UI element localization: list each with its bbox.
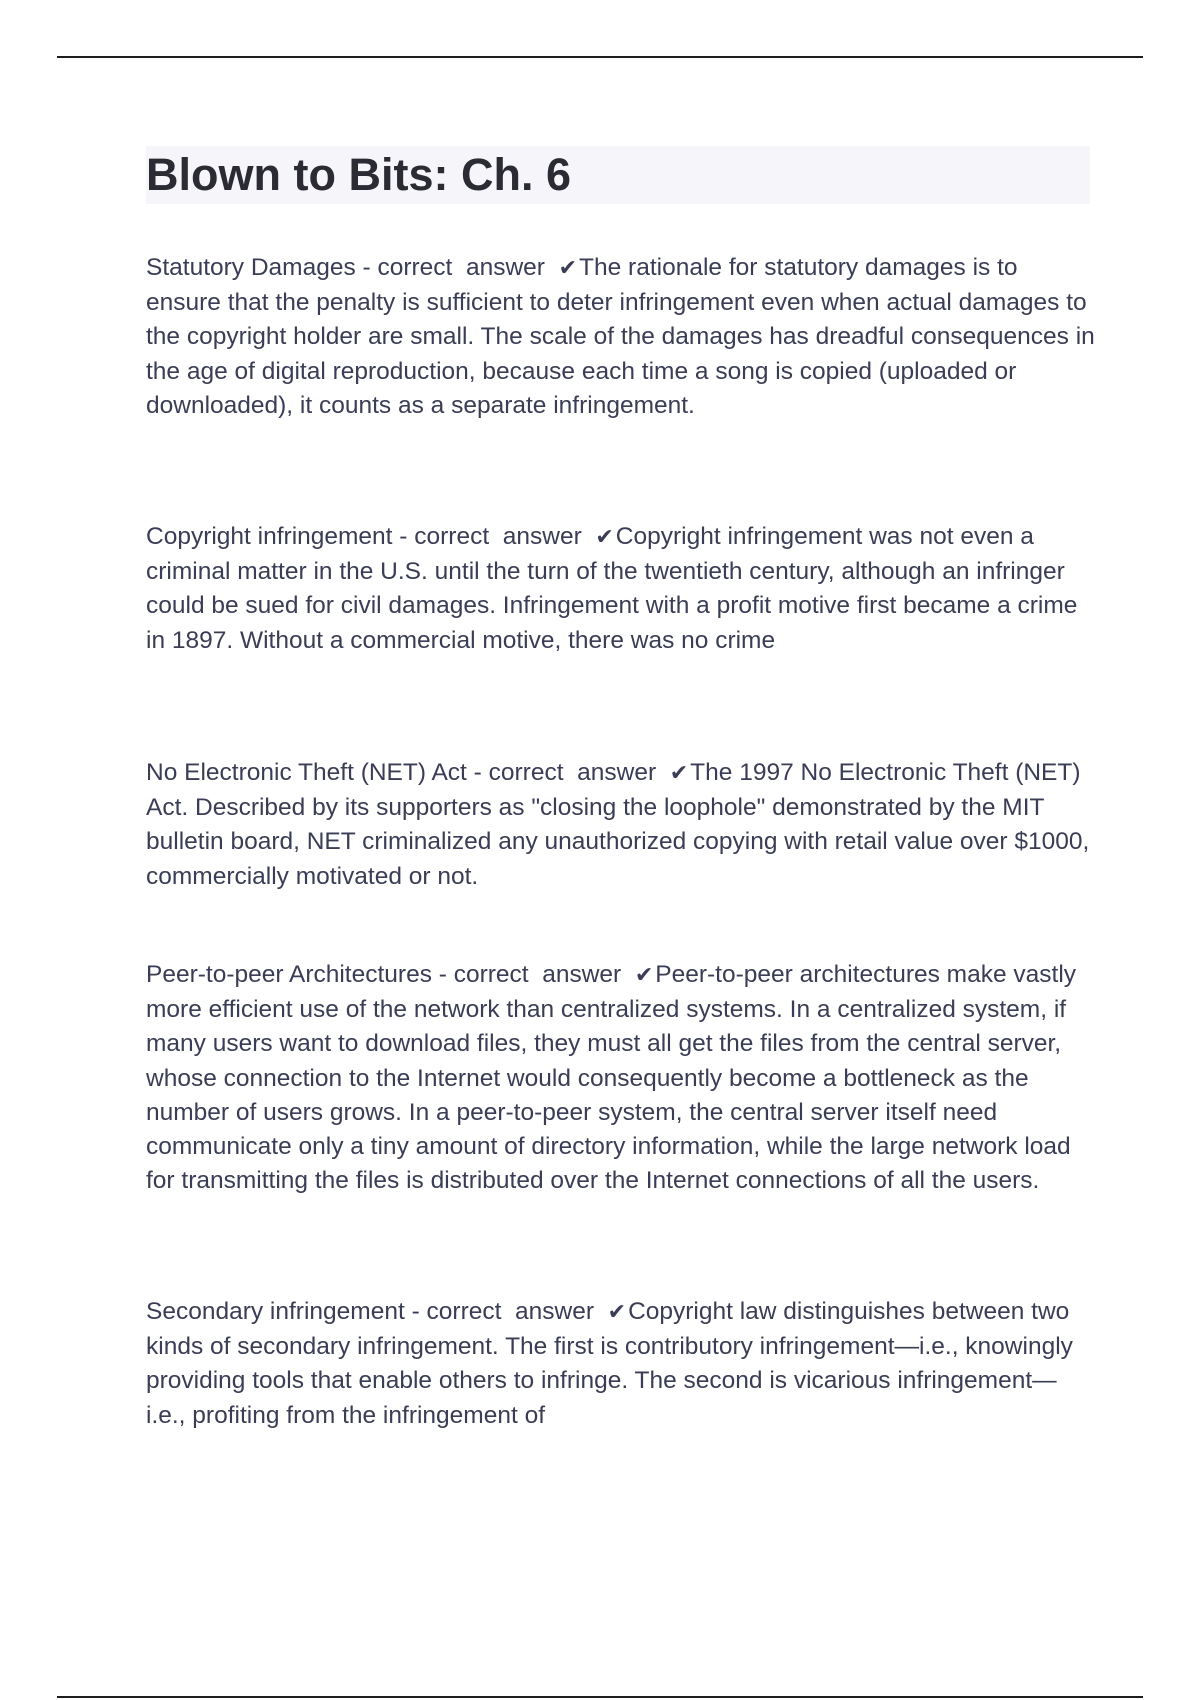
check-icon: ✔ [607,1300,627,1325]
entry-separator: - correct answer [431,961,635,988]
page-title: Blown to Bits: Ch. 6 [146,146,1090,204]
qa-entry [146,756,1096,894]
entry-term: No Electronic Theft (NET) Act [146,759,467,786]
entry-answer: Copyright infringement was not even a criminal matter in the U.S. until the turn of the twentieth century, although an infringer could be sued for civil damages. Infringement with a profit motive first became a crime in 1897. Without a commercial motive, there was no crime [146,523,1085,654]
check-icon: ✔ [634,963,654,988]
entry-separator: - correct answer [466,759,670,786]
entry-term: Copyright infringement [146,523,393,550]
entry-answer: The 1997 No Electronic Theft (NET) Act. Described by its supporters as "closing the loophole" demonstrated by the MIT bulletin board, NET criminalized any unauthorized copying with retail value over $1000, commercially motivated or not. [146,759,1097,890]
qa-entry [146,1295,1096,1433]
check-icon: ✔ [558,256,578,281]
entry-term: Peer-to-peer Architectures [146,961,432,988]
qa-entry [146,958,1096,1198]
check-icon: ✔ [669,761,689,786]
entry-separator: - correct answer [392,523,596,550]
entry-answer: The rationale for statutory damages is to ensure that the penalty is sufficient to deter infringement even when actual damages to the copyright holder are small. The scale of the damages has dreadful consequences in the age of digital reproduction, because each time a song is copied (uploaded or downloaded), it counts as a separate infringement. [146,254,1102,419]
bottom-divider [57,1696,1143,1698]
top-divider [57,56,1143,58]
entry-separator: - correct answer [355,254,559,281]
entry-term: Secondary infringement [146,1298,405,1325]
check-icon: ✔ [595,525,614,550]
entry-term: Statutory Damages [146,254,356,281]
entry-answer: Copyright law distinguishes between two kinds of secondary infringement. The first is contributory infringement—i.e., knowingly providing tools that enable others to infringe. The second is vicarious infringement—i.e., profiting from the infringement of [146,1298,1080,1429]
entry-answer: Peer-to-peer architectures make vastly more efficient use of the network than centralized systems. In a centralized system, if many users want to download files, they must all get the files from the central server, whose connection to the Internet would consequently become a bottleneck as the number of users grows. In a peer-to-peer system, the central server itself need communicate only a tiny amount of directory information, while the large network load for transmitting the files is distributed over the Internet connections of all the users. [146,961,1083,1195]
qa-entry [146,251,1102,423]
qa-entry [146,520,1096,658]
entry-separator: - correct answer [404,1298,608,1325]
